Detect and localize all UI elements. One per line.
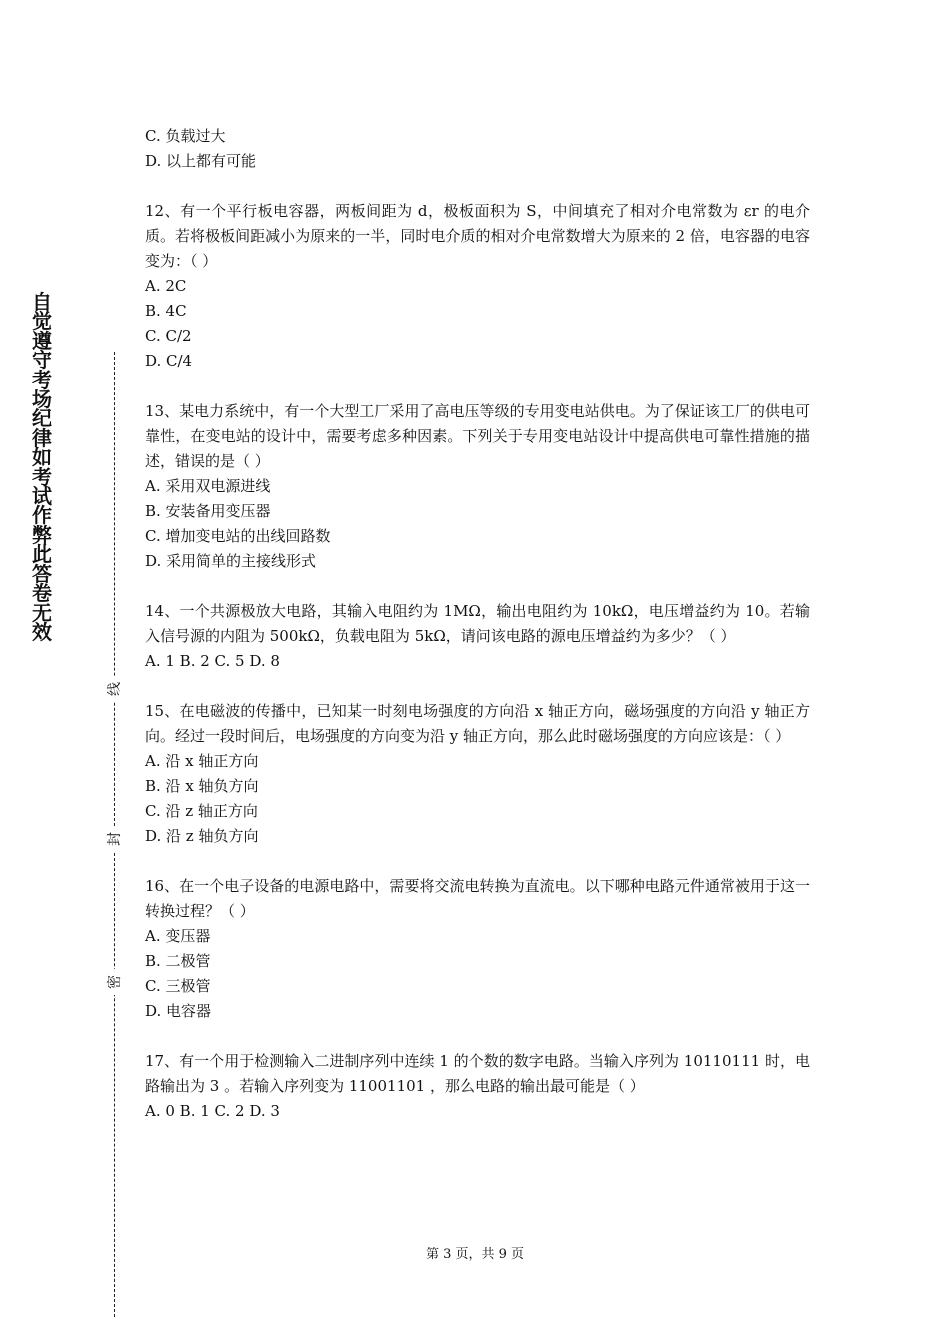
option-b: B. 安装备用变压器 bbox=[145, 502, 271, 520]
option-c: C. 增加变电站的出线回路数 bbox=[145, 527, 331, 545]
question-14 bbox=[145, 599, 810, 674]
options-inline: A. 0 B. 1 C. 2 D. 3 bbox=[145, 1102, 280, 1120]
question-17 bbox=[145, 1049, 810, 1124]
question-16 bbox=[145, 874, 810, 1024]
question-list bbox=[145, 124, 810, 1149]
question-11-continued bbox=[145, 124, 810, 174]
question-12 bbox=[145, 199, 810, 374]
question-13 bbox=[145, 399, 810, 574]
binding-mark-xian: 线 bbox=[104, 676, 126, 702]
option-b: B. 沿 x 轴负方向 bbox=[145, 777, 259, 795]
question-stem: 16、在一个电子设备的电源电路中，需要将交流电转换为直流电。以下哪种电路元件通常被用于这一转换过程？（ ） bbox=[145, 877, 810, 920]
question-stem: 14、一个共源极放大电路，其输入电阻约为 1MΩ，输出电阻约为 10kΩ，电压增益约为 10。若输入信号源的内阻为 500kΩ，负载电阻为 5kΩ，请问该电路的源电压增益约为多少？（ ） bbox=[145, 602, 810, 645]
option-c: C. C/2 bbox=[145, 327, 192, 345]
option-b: B. 二极管 bbox=[145, 952, 211, 970]
binding-mark-feng: 封 bbox=[104, 826, 126, 852]
option-d: D. 电容器 bbox=[145, 1002, 212, 1020]
option-a: A. 沿 x 轴正方向 bbox=[145, 752, 259, 770]
question-stem: 15、在电磁波的传播中，已知某一时刻电场强度的方向沿 x 轴正方向，磁场强度的方向沿 y 轴正方向。经过一段时间后，电场强度的方向变为沿 y 轴正方向，那么此时磁场强度的方向应该是：（ ） bbox=[145, 702, 810, 745]
option-d: D. 采用简单的主接线形式 bbox=[145, 552, 317, 570]
option-d: D. 以上都有可能 bbox=[145, 152, 257, 170]
question-stem: 17、有一个用于检测输入二进制序列中连续 1 的个数的数字电路。当输入序列为 10110111 时，电路输出为 3 。若输入序列变为 11001101 ，那么电路的输出最可能是（ ） bbox=[145, 1052, 810, 1095]
question-stem: 12、有一个平行板电容器，两板间距为 d，极板面积为 S，中间填充了相对介电常数为 εr 的电介质。若将极板间距减小为原来的一半，同时电介质的相对介电常数增大为原来的 2 倍，电容器的电容变为：（ ） bbox=[145, 202, 810, 270]
option-d: D. C/4 bbox=[145, 352, 193, 370]
option-a: A. 采用双电源进线 bbox=[145, 477, 271, 495]
options-inline: A. 1 B. 2 C. 5 D. 8 bbox=[145, 652, 280, 670]
option-a: A. 变压器 bbox=[145, 927, 211, 945]
question-stem: 13、某电力系统中，有一个大型工厂采用了高电压等级的专用变电站供电。为了保证该工厂的供电可靠性，在变电站的设计中，需要考虑多种因素。下列关于专用变电站设计中提高供电可靠性措施的描述，错误的是（ ） bbox=[145, 402, 810, 470]
option-b: B. 4C bbox=[145, 302, 187, 320]
option-d: D. 沿 z 轴负方向 bbox=[145, 827, 259, 845]
option-a: A. 2C bbox=[145, 277, 187, 295]
exam-discipline-warning: 自觉遵守考场纪律如考试作弊此答卷无效 bbox=[32, 290, 52, 644]
question-15 bbox=[145, 699, 810, 849]
option-c: C. 三极管 bbox=[145, 977, 211, 995]
option-c: C. 沿 z 轴正方向 bbox=[145, 802, 258, 820]
page-number: 第 3 页，共 9 页 bbox=[425, 1247, 525, 1262]
binding-mark-mi: 密 bbox=[104, 969, 126, 995]
option-c: C. 负载过大 bbox=[145, 127, 226, 145]
